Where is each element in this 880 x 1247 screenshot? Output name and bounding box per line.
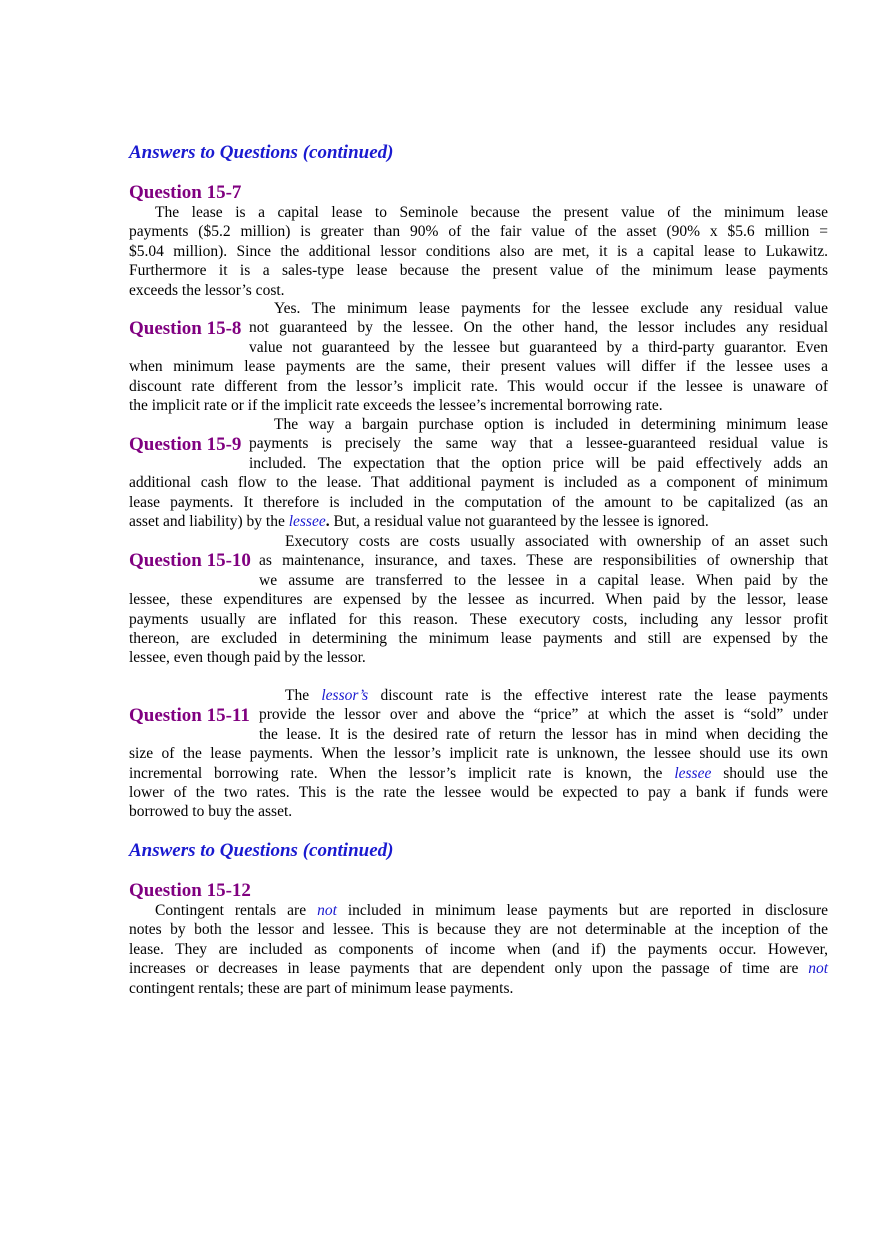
text-line: The lessor’s discount rate is the effective interest rate the lease payments: [285, 687, 828, 704]
section-heading: Answers to Questions (continued): [129, 142, 394, 163]
emphasis-lessee: lessee: [674, 764, 712, 782]
answer-15-9: [129, 415, 828, 531]
answer-15-12: [129, 901, 828, 998]
text-line: payments usually are inflated for this reason. These executory costs, including any lessor profit: [129, 610, 828, 628]
text-line: lease. They are included as components of income when (and if) the payments occur. However,: [129, 940, 828, 958]
text-line: included. The expectation that the option price will be paid effectively adds an: [249, 454, 828, 472]
text-line: lower of the two rates. This is the rate the lessee would be expected to pay a bank if funds were: [129, 783, 828, 801]
text-line: asset and liability) by the lessee. But, a residual value not guaranteed by the lessee is ignored.: [129, 512, 709, 530]
emphasis-not: not: [808, 960, 828, 978]
text-line: borrowed to buy the asset.: [129, 803, 293, 821]
emphasis-lessors: lessor’s: [321, 687, 369, 704]
text-line: as maintenance, insurance, and taxes. These are responsibilities of ownership that: [259, 552, 828, 570]
text-line: The lease is a capital lease to Seminole because the present value of the minimum lease: [155, 204, 828, 221]
text-line: $5.04 million). Since the additional lessor conditions also are met, it is a capital lease to Lukawitz.: [129, 242, 828, 260]
text-line: lessee, even though paid by the lessor.: [129, 649, 366, 667]
text-line: value not guaranteed by the lessee but guaranteed by a third-party guarantor. Even: [249, 338, 828, 356]
text-line: thereon, are excluded in determining the minimum lease payments and still are expensed by the: [129, 629, 828, 647]
answer-15-7: [129, 203, 828, 300]
answer-15-11: [129, 686, 828, 822]
answer-15-8: [129, 299, 828, 415]
question-title-15-12: Question 15-12: [129, 880, 251, 901]
text-line: The way a bargain purchase option is included in determining minimum lease: [274, 416, 828, 433]
question-title-15-8: Question 15-8: [129, 318, 242, 339]
text-line: additional cash flow to the lease. That additional payment is included as a component of minimum: [129, 474, 828, 492]
text-line: provide the lessor over and above the “price” at which the asset is “sold” under: [259, 706, 828, 724]
text-line: lessee, these expenditures are expensed by the lessee as incurred. When paid by the lessor, lease: [129, 591, 828, 609]
text-line: notes by both the lessor and lessee. This is because they are not determinable at the inception of the: [129, 921, 828, 939]
text-line: the implicit rate or if the implicit rate exceeds the lessee’s incremental borrowing rate.: [129, 396, 663, 414]
text-line: payments is precisely the same way that a lessee-guaranteed residual value is: [249, 435, 828, 453]
text-line: we assume are transferred to the lessee in a capital lease. When paid by the: [259, 571, 828, 589]
text-line: payments ($5.2 million) is greater than 90% of the fair value of the asset (90% x $5.6 million =: [129, 223, 828, 241]
text-line: the lease. It is the desired rate of return the lessor has in mind when deciding the: [259, 725, 828, 743]
text-line: size of the lease payments. When the lessor’s implicit rate is unknown, the lessee should use its own: [129, 745, 828, 763]
question-title-15-11: Question 15-11: [129, 705, 250, 726]
emphasis-lessee: lessee: [288, 512, 326, 530]
answer-15-10: [129, 532, 828, 668]
text-line: Furthermore it is a sales-type lease because the present value of the minimum lease payments: [129, 262, 828, 280]
text-line: not guaranteed by the lessee. On the other hand, the lessor includes any residual: [249, 319, 828, 337]
question-title-15-7: Question 15-7: [129, 182, 242, 203]
text-line: Yes. The minimum lease payments for the lessee exclude any residual value: [274, 300, 828, 317]
text-line: contingent rentals; these are part of minimum lease payments.: [129, 979, 514, 997]
text-line: Executory costs are costs usually associated with ownership of an asset such: [285, 533, 828, 550]
question-title-15-9: Question 15-9: [129, 434, 242, 455]
text-line: when minimum lease payments are the same, their present values will differ if the lessee uses a: [129, 358, 828, 376]
text-line: lease payments. It therefore is included in the computation of the amount to be capitalized (as an: [129, 493, 828, 511]
text-line: increases or decreases in lease payments that are dependent only upon the passage of time are not: [129, 960, 828, 978]
text-line: Contingent rentals are not included in minimum lease payments but are reported in disclosure: [155, 902, 828, 919]
emphasis-not: not: [317, 902, 337, 919]
question-title-15-10: Question 15-10: [129, 550, 251, 571]
text-line: incremental borrowing rate. When the lessor’s implicit rate is known, the lessee should use the: [129, 764, 828, 782]
text-line: discount rate different from the lessor’s implicit rate. This would occur if the lessee is unaware of: [129, 377, 828, 395]
section-heading: Answers to Questions (continued): [129, 840, 394, 861]
text-line: exceeds the lessor’s cost.: [129, 281, 285, 299]
